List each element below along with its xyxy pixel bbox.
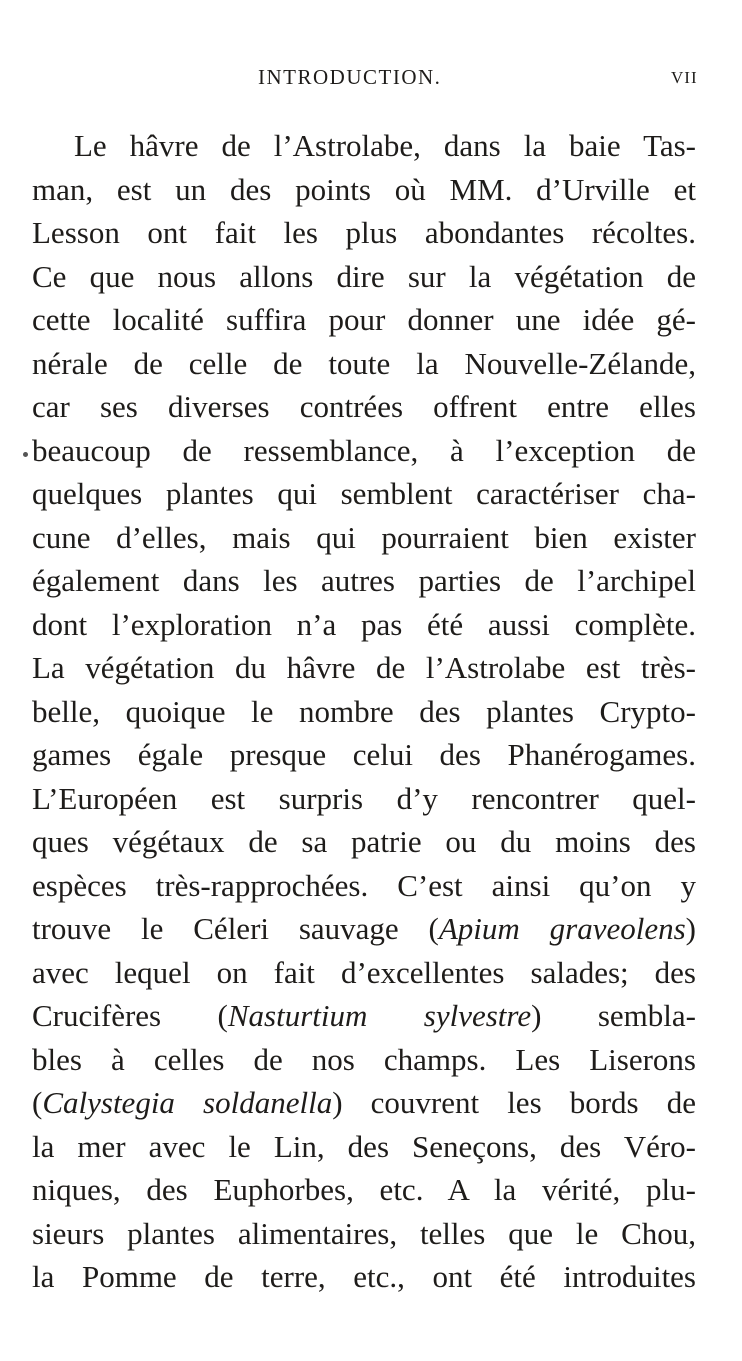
text-line: belle, quoique le nombre des plantes Crypto- bbox=[32, 693, 696, 729]
text-line: ques végétaux de sa patrie ou du moins des bbox=[32, 824, 696, 859]
latin-species-name: Calystegia soldanella bbox=[42, 1085, 333, 1120]
text-line: également dans les autres parties de l’archipel bbox=[32, 563, 696, 598]
page-number: VII bbox=[671, 68, 698, 87]
text-line: la mer avec le Lin, des Seneçons, des Véro- bbox=[32, 1128, 696, 1164]
text-line: games égale presque celui des Phanérogames. bbox=[32, 737, 696, 772]
margin-mark bbox=[23, 452, 28, 457]
text-line: cette localité suffira pour donner une idée gé- bbox=[32, 302, 696, 337]
text-line: L’Européen est surpris d’y rencontrer quel- bbox=[32, 780, 696, 816]
line-text: trouve le Céleri sauvage ( bbox=[32, 911, 439, 946]
text-line-with-italic bbox=[32, 1081, 696, 1125]
line-text: ) bbox=[685, 911, 696, 946]
text-line: La végétation du hâvre de l’Astrolabe est très- bbox=[32, 650, 696, 685]
text-line: cune d’elles, mais qui pourraient bien exister bbox=[32, 519, 696, 555]
body-paragraph bbox=[32, 124, 696, 1299]
text-line-with-italic bbox=[32, 994, 696, 1038]
line-text: ) sembla- bbox=[531, 998, 696, 1033]
text-line: niques, des Euphorbes, etc. A la vérité, plu- bbox=[32, 1172, 696, 1207]
latin-species-name: Nasturtium sylvestre bbox=[227, 998, 532, 1033]
text-line: avec lequel on fait d’excellentes salades; des bbox=[32, 954, 696, 990]
text-line: espèces très-rapprochées. C’est ainsi qu’on y bbox=[32, 867, 696, 903]
text-line: Le hâvre de l’Astrolabe, dans la baie Tas- bbox=[74, 128, 696, 163]
text-line: sieurs plantes alimentaires, telles que le Chou, bbox=[32, 1215, 696, 1251]
page-header bbox=[0, 62, 742, 96]
line-text: ( bbox=[32, 1085, 43, 1120]
line-text: ) couvrent les bords de bbox=[332, 1085, 696, 1120]
text-line: car ses diverses contrées offrent entre elles bbox=[32, 389, 696, 424]
text-line: dont l’exploration n’a pas été aussi complète. bbox=[32, 606, 696, 642]
running-title: INTRODUCTION. bbox=[258, 65, 442, 89]
text-line: nérale de celle de toute la Nouvelle-Zélande, bbox=[32, 345, 696, 381]
text-line: beaucoup de ressemblance, à l’exception de bbox=[32, 432, 696, 468]
text-line: Ce que nous allons dire sur la végétation de bbox=[32, 258, 696, 294]
text-line-with-italic bbox=[32, 907, 696, 951]
latin-species-name: Apium graveolens bbox=[438, 911, 686, 946]
text-line: quelques plantes qui semblent caractériser cha- bbox=[32, 476, 696, 511]
text-line: la Pomme de terre, etc., ont été introduites bbox=[32, 1259, 696, 1294]
text-line: man, est un des points où MM. d’Urville et bbox=[32, 171, 696, 207]
line-text: Crucifères ( bbox=[32, 998, 228, 1033]
text-line: Lesson ont fait les plus abondantes récoltes. bbox=[32, 215, 696, 250]
text-line: bles à celles de nos champs. Les Liserons bbox=[32, 1041, 696, 1077]
